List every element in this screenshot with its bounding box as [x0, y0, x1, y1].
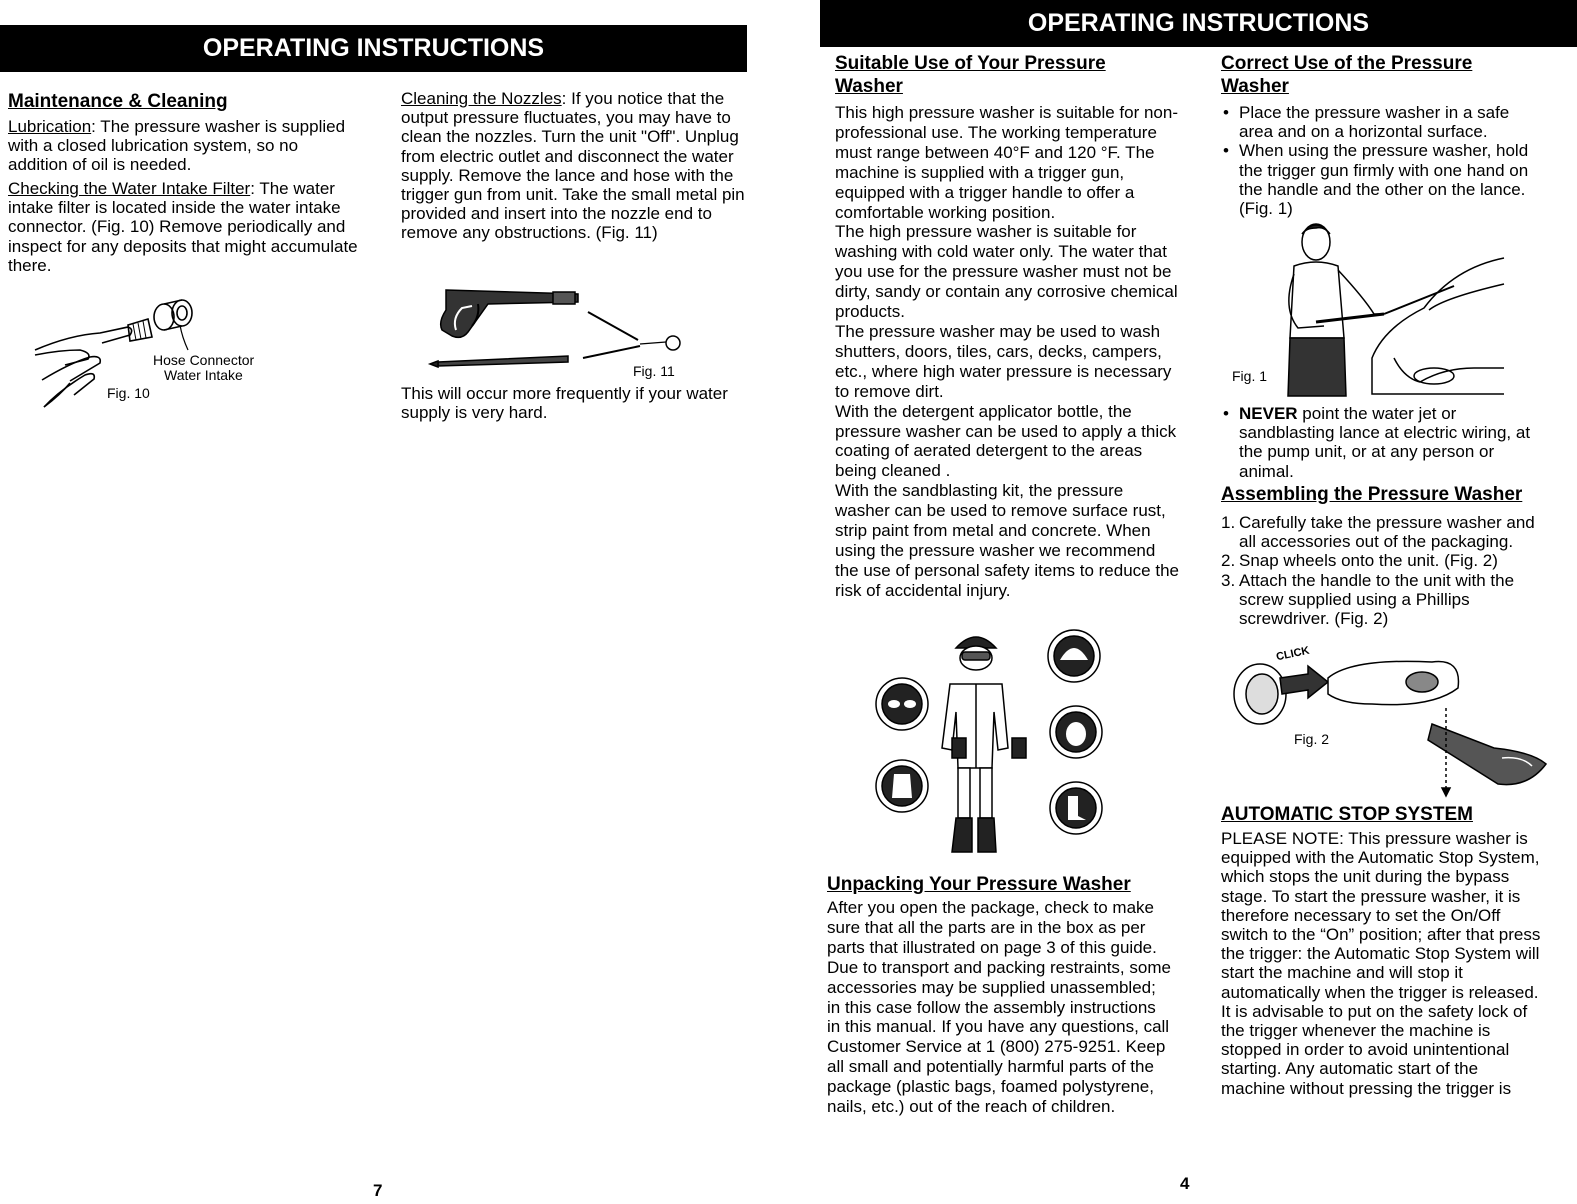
assembling-steps: [1221, 513, 1546, 628]
maintenance-heading: Maintenance & Cleaning: [8, 91, 228, 112]
unpacking-heading: Unpacking Your Pressure Washer: [827, 874, 1131, 895]
fig10-label-hose-connector: Hose Connector: [153, 352, 255, 368]
right-page-number: 4: [1180, 1174, 1190, 1193]
right-page-banner: [820, 0, 1577, 47]
left-page-banner: [0, 25, 747, 72]
never-bold: NEVER: [1239, 404, 1298, 423]
fig1-man-washing-car-illustration: [1254, 218, 1509, 398]
suitable-paragraph: The pressure washer may be used to wash shutters, doors, tiles, cars, decks, campers, etc., where high water pressure is necessary to remove dirt.: [835, 321, 1172, 401]
fig10-caption: Fig. 10: [107, 385, 150, 401]
nozzles-label: Cleaning the Nozzles: [401, 89, 562, 108]
assembling-heading: Assembling the Pressure Washer: [1221, 484, 1523, 505]
suitable-use-heading: Suitable Use of Your Pressure Washer: [835, 53, 1106, 97]
filter-paragraph: [8, 179, 358, 275]
list-item: [1221, 551, 1546, 570]
lubrication-label: Lubrication: [8, 117, 92, 136]
step-number: 3.: [1221, 570, 1236, 590]
nozzles-after-paragraph: This will occur more frequently if your water supply is very hard.: [401, 384, 728, 423]
suitable-paragraph: With the detergent applicator bottle, the pressure washer can be used to apply a thick coating of aerated detergent to the areas being cleaned .: [835, 401, 1177, 481]
suitable-use-body: [835, 103, 1180, 601]
correct-use-list: [1221, 103, 1546, 218]
list-item: [1221, 571, 1546, 629]
list-item: [1221, 404, 1546, 481]
lubrication-text: : The pressure washer is supplied with a closed lubrication system, so no addition of oil is needed.: [8, 117, 346, 175]
fig11-caption: Fig. 11: [633, 363, 675, 379]
step-text: Attach the handle to the unit with the screw supplied using a Phillips screwdriver. (Fig. 2): [1239, 570, 1515, 629]
filter-label: Checking the Water Intake Filter: [8, 179, 251, 198]
step-text: Snap wheels onto the unit. (Fig. 2): [1239, 551, 1498, 571]
fig10-label-water-intake: Water Intake: [164, 367, 243, 383]
suitable-paragraph: This high pressure washer is suitable for non-professional use. The working temperature must range between 40°F and 120 °F. The machine is supplied with a trigger gun, equipped with a trigger handle to offer a comfortable working position.: [835, 103, 1178, 222]
list-item: [1221, 513, 1546, 551]
unpacking-paragraph: After you open the package, check to make sure that all the parts are in the box as per parts that illustrated on page 3 of this guide. Due to transport and packing restraints, some accessories may be supplied unassembled; in this case follow the assembly instructions in this manual. If you have any questions, call Customer Service at 1 (800) 275-9251. Keep all small and potentially harmful parts of the package (plastic bags, foamed polystyrene, nails, etc.) out of the reach of children.: [827, 898, 1171, 1117]
nozzles-text: : If you notice that the output pressure fluctuates, you may have to clean the nozzles. Turn the unit "Off". Unplug from electric outlet and disconnect the water supply. Remove the lance and hose with the trigger gun from unit. Take the small metal pin provided and insert into the nozzle end to remove any obstructions. (Fig. 11): [401, 89, 745, 243]
step-text: Carefully take the pressure washer and all accessories out of the packaging.: [1239, 513, 1535, 552]
list-item: • When using the pressure washer, hold the trigger gun firmly with one hand on the handle and the other on the lance. (Fig. 1): [1221, 141, 1546, 218]
lubrication-paragraph: [8, 117, 358, 175]
nozzles-paragraph: [401, 89, 746, 243]
suitable-paragraph: The high pressure washer is suitable for washing with cold water only. The water that you use for the pressure washer must not be dirty, sandy or contain any corrosive chemical products.: [835, 222, 1178, 322]
suitable-paragraph: With the sandblasting kit, the pressure washer can be used to remove surface rust, strip paint from metal and concrete. When using the pressure washer we recommend the use of personal safety items to reduce the risk of accidental injury.: [835, 481, 1179, 600]
correct-use-heading: Correct Use of the Pressure Washer: [1221, 53, 1473, 97]
filter-text: : The water intake filter is located inside the water intake connector. (Fig. 10) Remove periodically and inspect for any deposits that might accumulate there.: [8, 179, 358, 275]
fig2-wheel-assembly-illustration: [1232, 648, 1552, 798]
safety-equipment-illustration: [872, 628, 1112, 860]
fig2-click-label: CLICK: [1275, 644, 1311, 664]
right-banner-title: OPERATING INSTRUCTIONS: [1027, 9, 1370, 37]
never-text: point the water jet or sandblasting lance at electric wiring, at the pump unit, or at any person or animal.: [1239, 404, 1531, 481]
fig1-caption: Fig. 1: [1232, 368, 1268, 384]
never-warning-list: [1221, 404, 1546, 481]
fig2-caption: Fig. 2: [1294, 731, 1330, 747]
step-number: 2.: [1221, 551, 1236, 571]
list-item: • Place the pressure washer in a safe area and on a horizontal surface.: [1221, 103, 1546, 141]
step-number: 1.: [1221, 513, 1236, 532]
left-banner-title: OPERATING INSTRUCTIONS: [202, 34, 545, 62]
automatic-stop-heading: AUTOMATIC STOP SYSTEM: [1221, 804, 1473, 825]
left-page-number: 7: [373, 1181, 383, 1200]
fig11-trigger-gun-lance-illustration: [428, 282, 688, 372]
automatic-stop-paragraph: PLEASE NOTE: This pressure washer is equipped with the Automatic Stop System, which stops the unit during the bypass stage. To start the pressure washer, it is therefore necessary to set the On/Off switch to the “On” position; after that press the trigger: the Automatic Stop System will start the machine and will stop it automatically when the trigger is released. It is advisable to put on the safety lock of the trigger whenever the machine is stopped in order to avoid unintentional starting. Any automatic start of the machine without pressing the trigger is: [1221, 829, 1541, 1098]
